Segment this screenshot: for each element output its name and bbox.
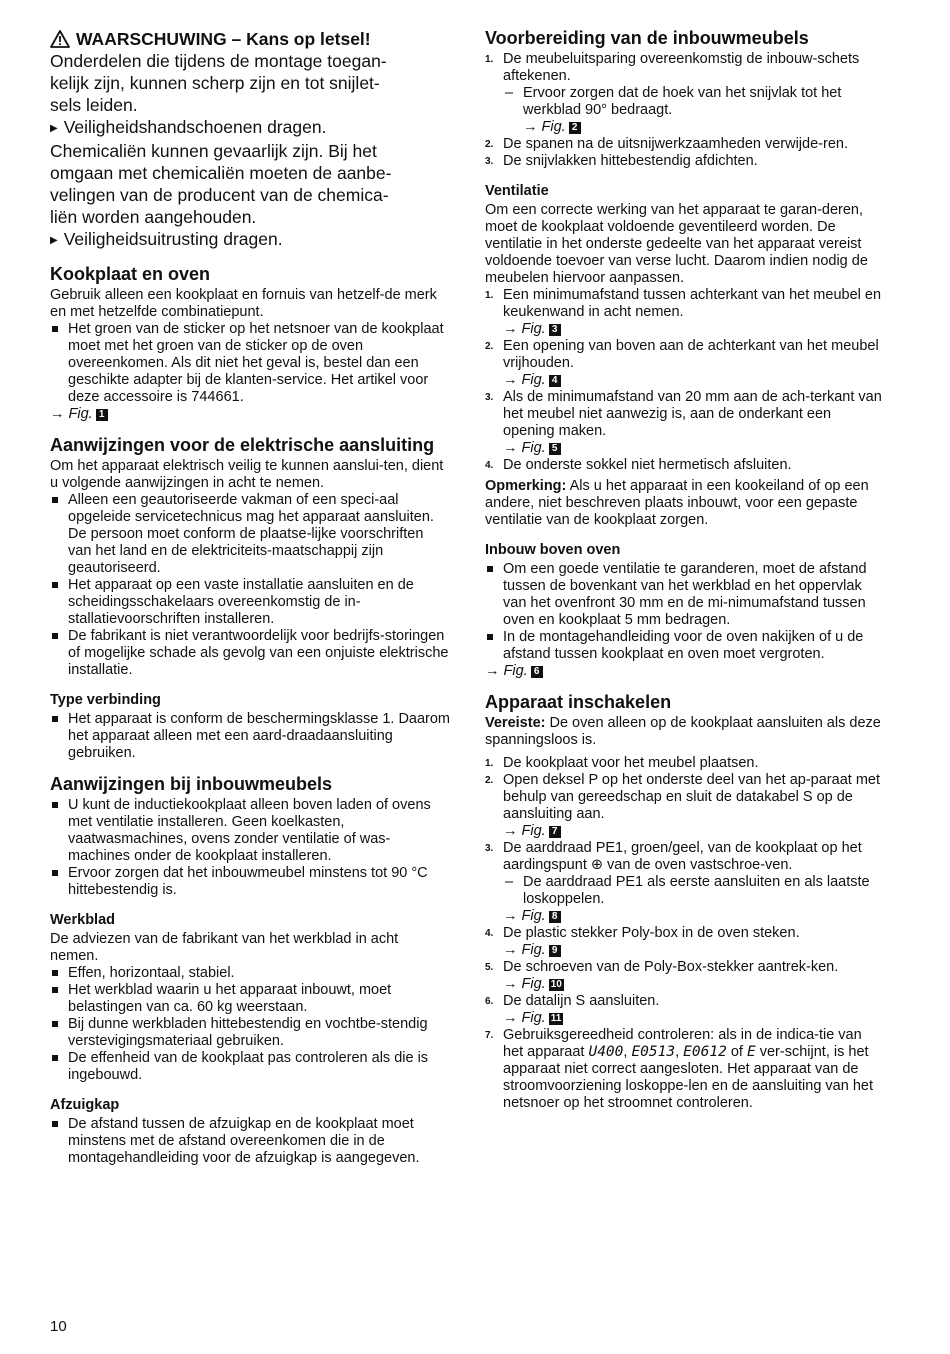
warning-action: ▶ Veiligheidsuitrusting dragen. [50,229,283,249]
figure-reference: → Fig. 8 [503,908,885,925]
figure-reference: → Fig. 11 [503,1010,562,1026]
note-paragraph: Opmerking: Als u het apparaat in een kookeiland of op een andere, niet beschreven plaats inbouwt, voor een gepaste ventilatie van de kookplaat zorgen. [485,478,869,528]
list-item: 7. Gebruiksgereedheid controleren: als in de indica-tie van het apparaat U400, E0513, E0612 of E ver-schijnt, is het apparaat niet correct aangesloten. Het apparaat van de stroomvoorziening loskoppe-len en de aansluiting van het netsnoer op het stroomnet controleren. [485,1027,873,1111]
subsection-heading: Ventilatie [485,183,549,199]
display-code: E0513 [631,1044,676,1060]
warning-triangle-icon [50,30,70,48]
section-heading: Aanwijzingen voor de elektrische aansluiting [50,435,435,455]
figure-number-badge: 6 [531,666,543,678]
figure-reference: → Fig. 4 [503,372,885,389]
display-code: U400 [588,1044,624,1060]
display-code: E0612 [683,1044,727,1060]
paragraph: De adviezen van de fabrikant van het werkblad in acht nemen. [50,931,399,964]
figure-number-badge: 11 [550,1013,562,1024]
numbered-list [485,755,885,1112]
section-heading: Aanwijzingen bij inbouwmeubels [50,774,333,794]
list-item: 3. Als de minimumafstand van 20 mm aan de ach-terkant van het meubel niet aanwezig is, aan de onderkant een opening maken. → Fig. 5 [485,389,885,457]
display-code: E [746,1044,756,1060]
list-item: 1. De kookplaat voor het meubel plaatsen. [485,755,759,771]
list-item: In de montagehandleiding voor de oven nakijken of u de afstand tussen kookplaat en oven moet vergroten. [485,629,885,663]
list-item: U kunt de inductiekookplaat alleen boven laden of ovens met ventilatie installeren. Geen koelkasten, vaatwasmachines, ovens zonder ventilatie of was-machines onder de kookplaat installeren. [50,797,450,865]
list-item: Het werkblad waarin u het apparaat inbouwt, moet belastingen van ca. 60 kg weerstaan. [50,982,450,1016]
warning-line: Onderdelen die tijdens de montage toegan- [50,51,387,71]
figure-reference: → Fig. 7 [503,823,885,840]
list-item: De fabrikant is niet verantwoordelijk voor bedrijfs-storingen of mogelijke schade als gevolg van een onjuiste elektrische installatie. [50,628,450,679]
list-item: Het groen van de sticker op het netsnoer van de kookplaat moet met het groen van de sticker op de oven overeenkomen. Als dit niet het geval is, bestel dan een geschikte adapter bij de klanten-service. Het artikel voor deze accessoire is 744661. [50,321,450,406]
section-heading: Kookplaat en oven [50,264,211,284]
section-heading: Apparaat inschakelen [485,692,672,712]
paragraph: Om het apparaat elektrisch veilig te kunnen aanslui-ten, dient u volgende aanwijzingen in acht te nemen. [50,458,444,491]
list-item: Het apparaat is conform de beschermingsklasse 1. Daarom het apparaat alleen met een aard-draadaansluiting gebruiken. [50,711,450,762]
figure-number-badge: 4 [549,375,561,387]
figure-reference: → Fig. 2 [503,119,885,136]
list-item: 4. De plastic stekker Poly-box in de oven steken. → Fig. 9 [485,925,885,959]
bullet-list [50,711,450,762]
paragraph: Gebruik alleen een kookplaat en fornuis van hetzelf-de merk en met hetzelfde combinatiepunt. [50,287,437,320]
subsection-heading: Type verbinding [50,692,161,708]
figure-number-badge: 9 [549,945,561,957]
figure-number-badge: 1 [96,409,108,421]
figure-reference: → Fig. 5 [503,440,885,457]
list-item: Bij dunne werkbladen hittebestendig en vochtbe-stendig verstevigingsmateriaal gebruiken. [50,1016,450,1050]
list-item: 2. De spanen na de uitsnijwerkzaamheden verwijde-ren. [485,136,848,152]
figure-reference: → Fig. 6 [485,663,885,680]
list-item: 3. De snijvlakken hittebestendig afdichten. [485,153,758,169]
list-item: De afstand tussen de afzuigkap en de kookplaat moet minstens met de afstand overeenkomen die in de montagehandleiding voor de afzuigkap is aangegeven. [50,1116,450,1167]
figure-number-badge: 5 [549,443,561,455]
subsection-heading: Werkblad [50,912,116,928]
figure-number-badge: 8 [549,911,561,923]
warning-action: ▶ Veiligheidshandschoenen dragen. [50,117,327,137]
figure-reference: → Fig. 9 [503,942,885,959]
list-item: Alleen een geautoriseerde vakman of een speci-aal opgeleide servicetechnicus mag het apparaat aansluiten. De persoon moet conform de plaatse-lijke voorschriften van het land en de elektriciteits-maatschappij zijn geautoriseerd. [50,492,450,577]
page-number: 10 [50,1318,67,1335]
warning-line: omgaan met chemicaliën moeten de aanbe- [50,163,392,183]
list-item: 2. Een opening van boven aan de achterkant van het meubel vrijhouden. → Fig. 4 [485,338,885,389]
warning-line: liën worden aangehouden. [50,207,257,227]
numbered-list [485,51,885,170]
list-item: 1. De meubeluitsparing overeenkomstig de inbouw-schets aftekenen. – Ervoor zorgen dat de hoek van het snijvlak tot het werkblad 90° bedraagt. → Fig. 2 [485,51,885,136]
subsection-heading: Inbouw boven oven [485,542,621,558]
bullet-list [50,797,450,899]
figure-number-badge: 7 [549,826,561,838]
sub-item: – De aarddraad PE1 als eerste aansluiten en als laatste loskoppelen. [503,874,885,908]
subsection-heading: Afzuigkap [50,1097,120,1113]
left-column [50,28,450,1167]
bullet-list [50,492,450,679]
warning-line: sels leiden. [50,95,138,115]
bullet-list [485,561,885,663]
sub-item: – Ervoor zorgen dat de hoek van het snijvlak tot het werkblad 90° bedraagt. [503,85,885,119]
action-arrow-icon: ▶ [50,235,58,246]
list-item: 6. De datalijn S aansluiten. → Fig. 11 [485,993,885,1027]
figure-reference: → Fig. 10 [503,976,562,992]
warning-title: WAARSCHUWING – Kans op letsel! [50,28,450,50]
warning-line: Chemicaliën kunnen gevaarlijk zijn. Bij het [50,141,377,161]
list-item: 1. Een minimumafstand tussen achterkant van het meubel en keukenwand in acht nemen. → Fig. 3 [485,287,885,338]
right-column [485,28,885,1112]
list-item: 2. Open deksel P op het onderste deel van het ap-paraat met behulp van gereedschap en sluit de datakabel S op de aansluiting aan. → Fig. 7 [485,772,885,840]
figure-number-badge: 10 [550,979,562,990]
list-item: Om een goede ventilatie te garanderen, moet de afstand tussen de bovenkant van het werkblad en het oppervlak van het ovenfront 30 mm en de mi-nimumafstand tussen oven en kookplaat 5 mm bedragen. [485,561,885,629]
figure-reference: → Fig. 1 [50,406,450,423]
figure-number-badge: 2 [569,122,581,134]
paragraph: Om een correcte werking van het apparaat te garan-deren, moet de kookplaat voldoende geventileerd worden. De ventilatie in het onderste gedeelte van het apparaat vereist voldoende toevoer van verse lucht. Daarom indien nodig de meubelen hiervoor aanpassen. [485,202,868,286]
bullet-list [50,965,450,1084]
warning-line: kelijk zijn, kunnen scherp zijn en tot snijlet- [50,73,380,93]
numbered-list [485,287,885,474]
list-item: De effenheid van de kookplaat pas controleren als die is ingebouwd. [50,1050,450,1084]
list-item: 3. De aarddraad PE1, groen/geel, van de kookplaat op het aardingspunt ⊕ van de oven vastschroe-ven. – De aarddraad PE1 als eerste aansluiten en als laatste loskoppelen. → Fig. 8 [485,840,885,925]
requirement-paragraph: Vereiste: De oven alleen op de kookplaat aansluiten als deze spanningsloos is. [485,715,881,748]
section-heading: Voorbereiding van de inbouwmeubels [485,28,809,48]
list-item: Ervoor zorgen dat het inbouwmeubel minstens tot 90 °C hittebestendig is. [50,865,450,899]
list-item: Het apparaat op een vaste installatie aansluiten en de scheidingsschakelaars overeenkomstig de in-stallatievoorschriften installeren. [50,577,450,628]
warning-block [50,28,450,252]
list-item: 5. De schroeven van de Poly-Box-stekker aantrek-ken. → Fig. 10 [485,959,885,993]
list-item: Effen, horizontaal, stabiel. [50,965,450,982]
figure-reference: → Fig. 3 [503,321,885,338]
bullet-list [50,321,450,406]
action-arrow-icon: ▶ [50,123,58,134]
warning-line: velingen van de producent van de chemica- [50,185,389,205]
list-item: 4. De onderste sokkel niet hermetisch afsluiten. [485,457,792,473]
bullet-list [50,1116,450,1167]
figure-number-badge: 3 [549,324,561,336]
